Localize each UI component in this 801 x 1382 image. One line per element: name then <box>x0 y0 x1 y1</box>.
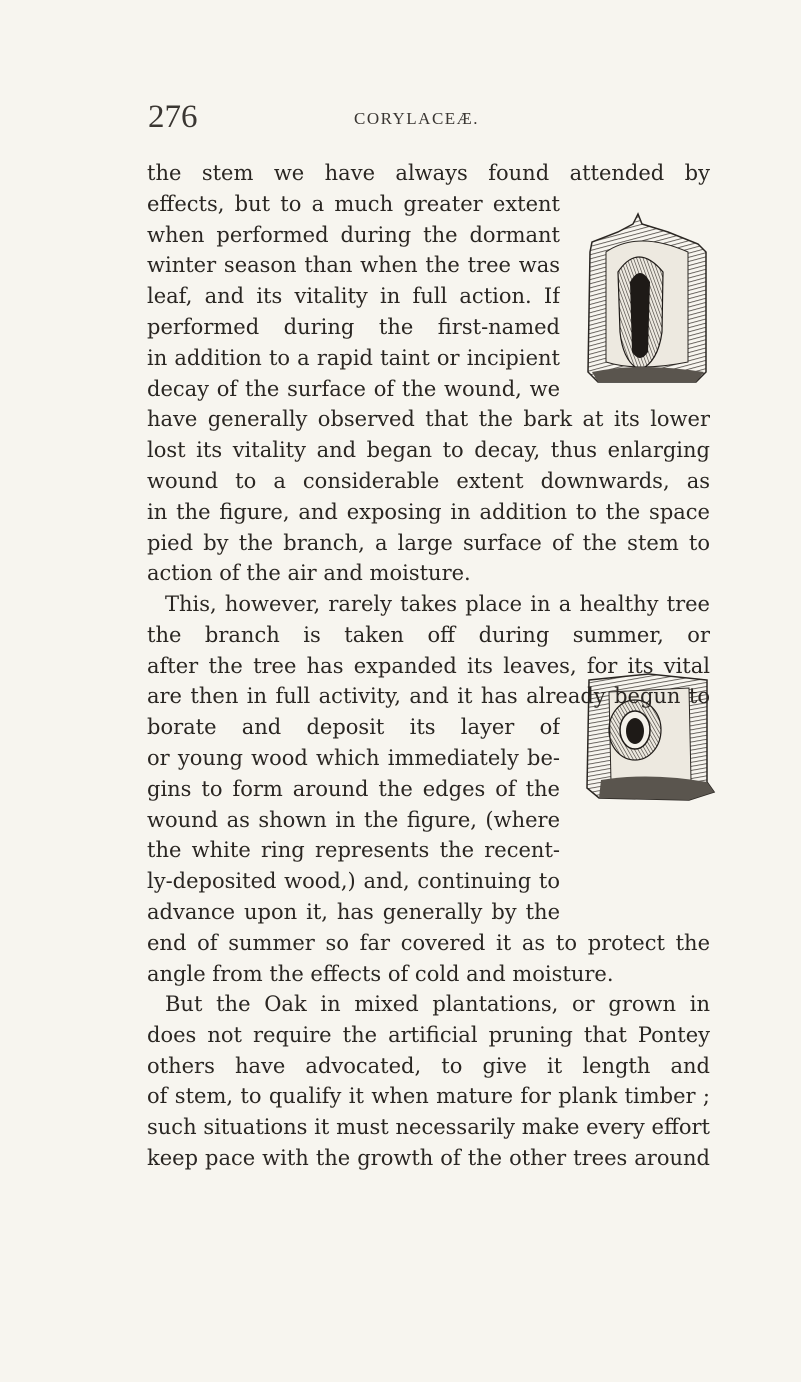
page-number: 276 <box>148 99 198 135</box>
text-line: wound as shown in the figure, (where <box>147 807 560 832</box>
text-line: winter season than when the tree was <box>147 253 560 278</box>
text-line: decay of the surface of the wound, we <box>147 376 560 401</box>
text-line: keep pace with the growth of the other trees around <box>147 1145 710 1170</box>
text-line: the stem we have always found attended by <box>147 161 710 185</box>
paragraph-1 <box>147 158 710 589</box>
paragraph-3 <box>147 989 710 1174</box>
page-header <box>148 99 708 139</box>
text-line: effects, but to a much greater extent <box>147 191 560 216</box>
text-line: action of the air and moisture. <box>147 561 471 586</box>
text-line: are then in full activity, and it has already begun to <box>147 684 710 709</box>
text-line: in addition to a rapid taint or incipient <box>147 345 560 370</box>
text-line: lost its vitality and began to decay, thus enlarging <box>147 438 710 463</box>
text-line: end of summer so far covered it as to protect the <box>147 930 710 955</box>
text-line: angle from the effects of cold and moisture. <box>147 961 614 986</box>
text-line: when performed during the dormant <box>147 222 560 247</box>
text-line: after the tree has expanded its leaves, for its vital <box>147 653 710 678</box>
text-line: wound to a considerable extent downwards, as <box>147 468 710 493</box>
text-line: of stem, to qualify it when mature for plank timber ; <box>147 1084 710 1109</box>
text-line: performed during the first-named <box>147 314 560 339</box>
text-line: pied by the branch, a large surface of the stem to <box>147 530 710 555</box>
text-line: the white ring represents the recent- <box>147 838 560 863</box>
text-line: does not require the artificial pruning that Pontey <box>147 1022 710 1047</box>
text-line: such situations it must necessarily make every effort <box>147 1115 710 1140</box>
text-line: the branch is taken off during summer, or <box>147 622 710 647</box>
paragraph-2 <box>147 589 710 989</box>
text-line: have generally observed that the bark at its lower <box>147 407 710 432</box>
text-line: gins to form around the edges of the <box>147 776 560 801</box>
text-line: leaf, and its vitality in full action. If <box>147 284 560 309</box>
text-line: borate and deposit its layer of <box>147 715 560 740</box>
running-head: CORYLACEÆ. <box>354 109 480 128</box>
text-line: in the figure, and exposing in addition to the space <box>147 499 710 524</box>
text-line: This, however, rarely takes place in a healthy tree <box>165 592 710 616</box>
text-line: But the Oak in mixed plantations, or grown in <box>165 992 710 1016</box>
text-line: ly-deposited wood,) and, continuing to <box>147 869 560 894</box>
text-line: others have advocated, to give it length and <box>147 1053 710 1078</box>
text-line: or young wood which immediately be- <box>147 745 560 770</box>
text-line: advance upon it, has generally by the <box>147 899 560 924</box>
